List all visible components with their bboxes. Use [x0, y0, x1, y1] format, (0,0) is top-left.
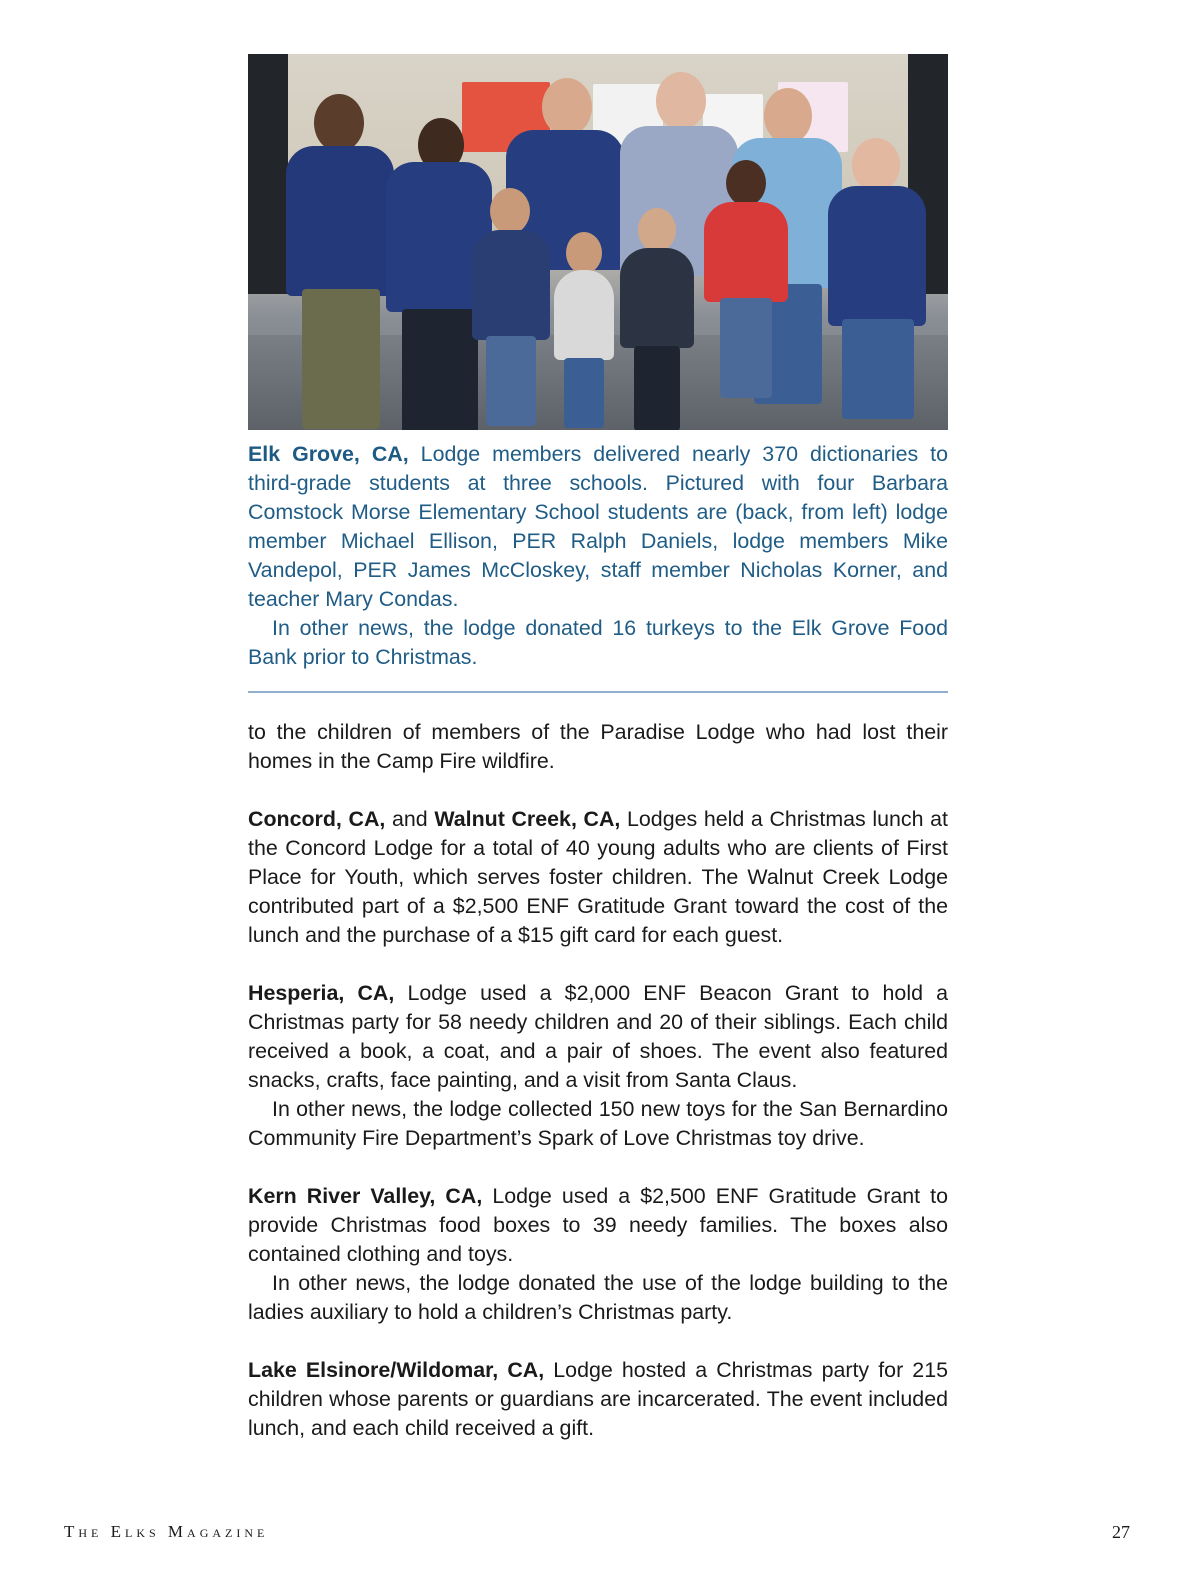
kern-text: Lodge used a $2,500 ENF Gratitude Grant to provide Christmas food boxes to 39 needy families. The boxes also contained clothing and toys.: [248, 1184, 948, 1266]
magazine-title: The Elks Magazine: [64, 1522, 269, 1541]
lodge-name-kern-river-valley: Kern River Valley, CA,: [248, 1184, 483, 1208]
caption-divider: [248, 691, 948, 693]
conjunction: and: [385, 807, 435, 831]
hesperia-text: Lodge used a $2,000 ENF Beacon Grant to hold a Christmas party for 58 needy children and 20 of their siblings. Each child received a book, a coat, and a pair of shoes. The event also featured snacks, crafts, face painting, and a visit from Santa Claus.: [248, 981, 949, 1092]
concord-text: Lodges held a Christmas lunch at the Concord Lodge for a total of 40 young adults who are clients of First Place for Youth, which serves foster children. The Walnut Creek Lodge contributed part of a $2,500 ENF Gratitude Grant toward the cost of the lunch and the purchase of a $15 gift card for each guest.: [248, 807, 948, 947]
hesperia-paragraph: [248, 979, 948, 1095]
lodge-name-hesperia: Hesperia, CA,: [248, 981, 395, 1005]
lodge-name-lake-elsinore: Lake Elsinore/Wildomar, CA,: [248, 1358, 545, 1382]
lodge-photo: [248, 54, 948, 430]
concord-paragraph: [248, 805, 948, 950]
caption-lead: Elk Grove, CA,: [248, 442, 409, 466]
kern-paragraph: [248, 1182, 948, 1269]
continuation-paragraph: to the children of members of the Paradise Lodge who had lost their homes in the Camp Fire wildfire.: [248, 720, 948, 773]
caption-paragraph: [248, 440, 948, 614]
curtain-left: [248, 54, 288, 294]
elsinore-paragraph: [248, 1356, 948, 1443]
lodge-name-walnut-creek: Walnut Creek, CA,: [434, 807, 621, 831]
lodge-name-concord: Concord, CA,: [248, 807, 386, 831]
elsinore-text: Lodge hosted a Christmas party for 215 children whose parents or guardians are incarcerated. The event included lunch, and each child received a gift.: [248, 1358, 948, 1440]
hesperia-paragraph-2: In other news, the lodge collected 150 new toys for the San Bernardino Community Fire Department’s Spark of Love Christmas toy drive.: [248, 1097, 948, 1150]
page-number: 27: [1112, 1522, 1130, 1542]
article-body: [248, 718, 948, 1443]
caption-paragraph-2: In other news, the lodge donated 16 turkeys to the Elk Grove Food Bank prior to Christmas.: [248, 616, 948, 669]
photo-caption: [248, 440, 948, 672]
kern-paragraph-2: In other news, the lodge donated the use of the lodge building to the ladies auxiliary to hold a children’s Christmas party.: [248, 1271, 948, 1324]
caption-text: Lodge members delivered nearly 370 dictionaries to third-grade students at three schools. Pictured with four Barbara Comstock Morse Elementary School students are (back, from left) lodge member Michael Ellison, PER Ralph Daniels, lodge members Mike Vandepol, PER James McCloskey, staff member Nicholas Korner, and teacher Mary Condas.: [248, 442, 948, 611]
